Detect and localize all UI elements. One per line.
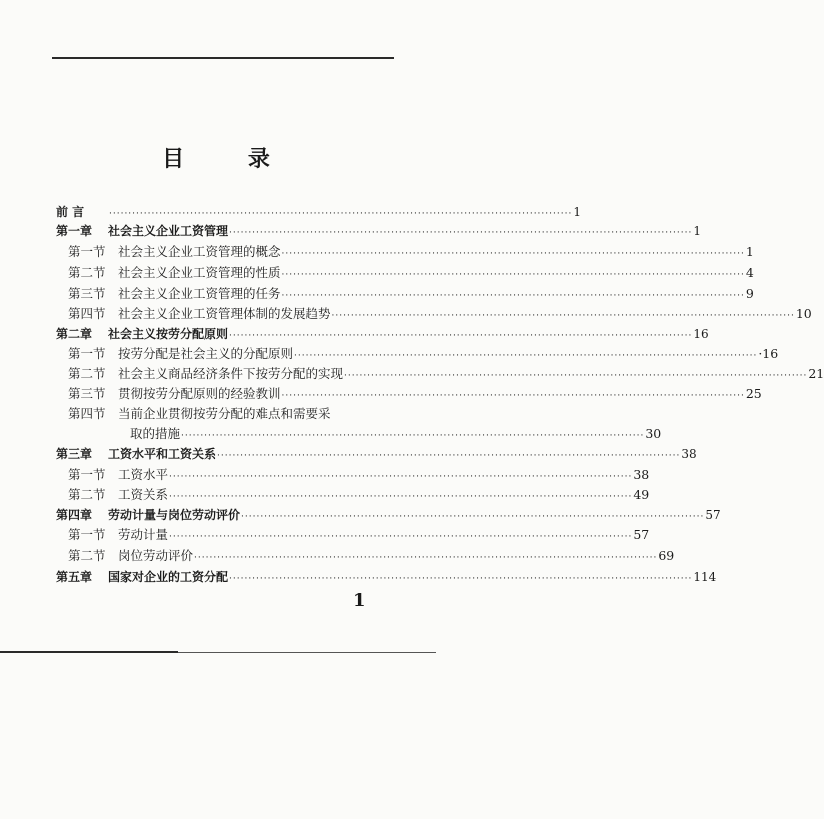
toc-leader-dots: ························································································································ [241, 512, 705, 522]
toc-entry-title: 社会主义企业工资管理的任务 [118, 286, 281, 301]
toc-section-row[interactable] [56, 525, 650, 545]
toc-page-number: 21 [808, 366, 824, 381]
toc-section-row[interactable] [56, 465, 650, 485]
toc-leader-dots: ························································································································ [181, 431, 645, 441]
toc-chapter-row[interactable] [56, 324, 709, 344]
toc-leader-dots: ························································································································ [281, 249, 745, 259]
toc-entry-title: 工资水平和工资关系 [108, 447, 217, 461]
toc-entry-label: 前 言 [56, 205, 85, 219]
toc-entry-title: 劳动计量 [118, 527, 169, 542]
toc-entry-title: 岗位劳动评价 [118, 548, 194, 563]
toc-entry-label: 第五章 [56, 570, 93, 584]
toc-entry-label: 第一节 [68, 346, 106, 361]
toc-entry-label: 第二节 [68, 487, 106, 502]
toc-section-row[interactable] [56, 242, 754, 262]
toc-entry-label: 第四章 [56, 508, 93, 522]
toc-page-number: 49 [633, 487, 650, 502]
toc-entry-title: 取的措施 [130, 426, 181, 441]
toc-entry-label: 第二节 [68, 265, 106, 280]
toc-entry-title: 当前企业贯彻按劳分配的难点和需要采 [118, 406, 331, 421]
toc-page-number: 1 [693, 224, 701, 238]
toc-page-number: 57 [633, 527, 650, 542]
toc-entry-label: 第三章 [56, 447, 93, 461]
toc-leader-dots: ························································································································ [229, 331, 693, 341]
toc-entry-title: 社会主义企业工资管理体制的发展趋势 [118, 306, 331, 321]
toc-leader-dots: ························································································································ [281, 270, 745, 280]
toc-leader-dots: ························································································································ [109, 209, 573, 219]
toc-section-row[interactable] [56, 384, 762, 404]
toc-chapter-row[interactable] [56, 444, 697, 464]
toc-entry-label: 第四节 [68, 406, 106, 421]
toc-entry-label: 第一节 [68, 527, 106, 542]
toc-page-number: 38 [633, 467, 650, 482]
toc-chapter-row[interactable] [56, 202, 581, 222]
toc-chapter-row[interactable] [56, 221, 701, 241]
bottom-rule-right [178, 652, 436, 653]
toc-entry-title: 工资关系 [118, 487, 169, 502]
toc-leader-dots: ························································································································ [194, 553, 658, 563]
toc-page-number: 69 [658, 548, 675, 563]
toc-page-number: 57 [705, 508, 721, 522]
toc-page-number: 1 [573, 205, 581, 219]
toc-leader-dots: ························································································································ [331, 311, 795, 321]
toc-page-number: 16 [693, 327, 709, 341]
toc-entry-title: 社会主义按劳分配原则 [108, 327, 229, 341]
toc-entry-label: 第二节 [68, 366, 106, 381]
page-title: 目 录 [162, 146, 298, 172]
toc-entry-label: 第四节 [68, 306, 106, 321]
toc-page-number: 1 [745, 244, 754, 259]
toc-entry-title: 按劳分配是社会主义的分配原则 [118, 346, 294, 361]
toc-page-number: 4 [745, 265, 754, 280]
toc-entry-label: 第一节 [68, 467, 106, 482]
toc-section-row[interactable] [56, 404, 392, 424]
toc-leader-dots: ························································································································ [294, 351, 758, 361]
toc-leader-dots: ························································································································ [217, 451, 681, 461]
toc-entry-title: 社会主义企业工资管理 [108, 224, 229, 238]
toc-entry-title: 工资水平 [118, 467, 169, 482]
toc-section-row[interactable] [56, 546, 675, 566]
toc-leader-dots: ························································································································ [169, 492, 633, 502]
toc-page-number: 114 [693, 570, 717, 584]
toc-leader-dots: ························································································································ [281, 391, 745, 401]
toc-entry-label: 第一节 [68, 244, 106, 259]
toc-leader-dots: ························································································································ [281, 291, 745, 301]
toc-section-row[interactable] [56, 344, 779, 364]
toc-entry-label: 第二节 [68, 548, 106, 563]
toc-entry-label: 第三节 [68, 286, 106, 301]
toc-section-row[interactable] [56, 485, 650, 505]
top-rule [52, 57, 394, 59]
toc-section-row[interactable] [56, 284, 754, 304]
toc-entry-label: 第一章 [56, 224, 93, 238]
toc-leader-dots: ························································································································ [169, 472, 633, 482]
toc-leader-dots: ························································································································ [229, 228, 693, 238]
toc-section-row[interactable] [56, 424, 662, 444]
toc-entry-title: 国家对企业的工资分配 [108, 570, 229, 584]
toc-leader-dots: ························································································································ [229, 574, 693, 584]
toc-section-row[interactable] [56, 263, 754, 283]
toc-entry-label: 第三节 [68, 386, 106, 401]
toc-chapter-row[interactable] [56, 505, 721, 525]
bottom-rule-left [0, 651, 178, 653]
toc-leader-dots: ························································································································ [344, 371, 808, 381]
toc-section-row[interactable] [56, 364, 824, 384]
toc-page-number: ·16 [758, 346, 779, 361]
toc-page-number: 10 [795, 306, 812, 321]
toc-entry-title: 社会主义企业工资管理的性质 [118, 265, 281, 280]
page-number: 1 [353, 590, 366, 611]
toc-entry-label: 第二章 [56, 327, 93, 341]
toc-entry-title: 劳动计量与岗位劳动评价 [108, 508, 241, 522]
toc-entry-title: 社会主义企业工资管理的概念 [118, 244, 281, 259]
toc-page-number: 9 [745, 286, 754, 301]
toc-page-number: 30 [645, 426, 662, 441]
toc-entry-title: 社会主义商品经济条件下按劳分配的实现 [118, 366, 344, 381]
toc-leader-dots: ························································································································ [169, 532, 633, 542]
toc-page-number: 38 [681, 447, 697, 461]
toc-page-number: 25 [745, 386, 762, 401]
toc-chapter-row[interactable] [56, 567, 717, 587]
toc-entry-title: 贯彻按劳分配原则的经验教训 [118, 386, 281, 401]
toc-section-row[interactable] [56, 304, 812, 324]
